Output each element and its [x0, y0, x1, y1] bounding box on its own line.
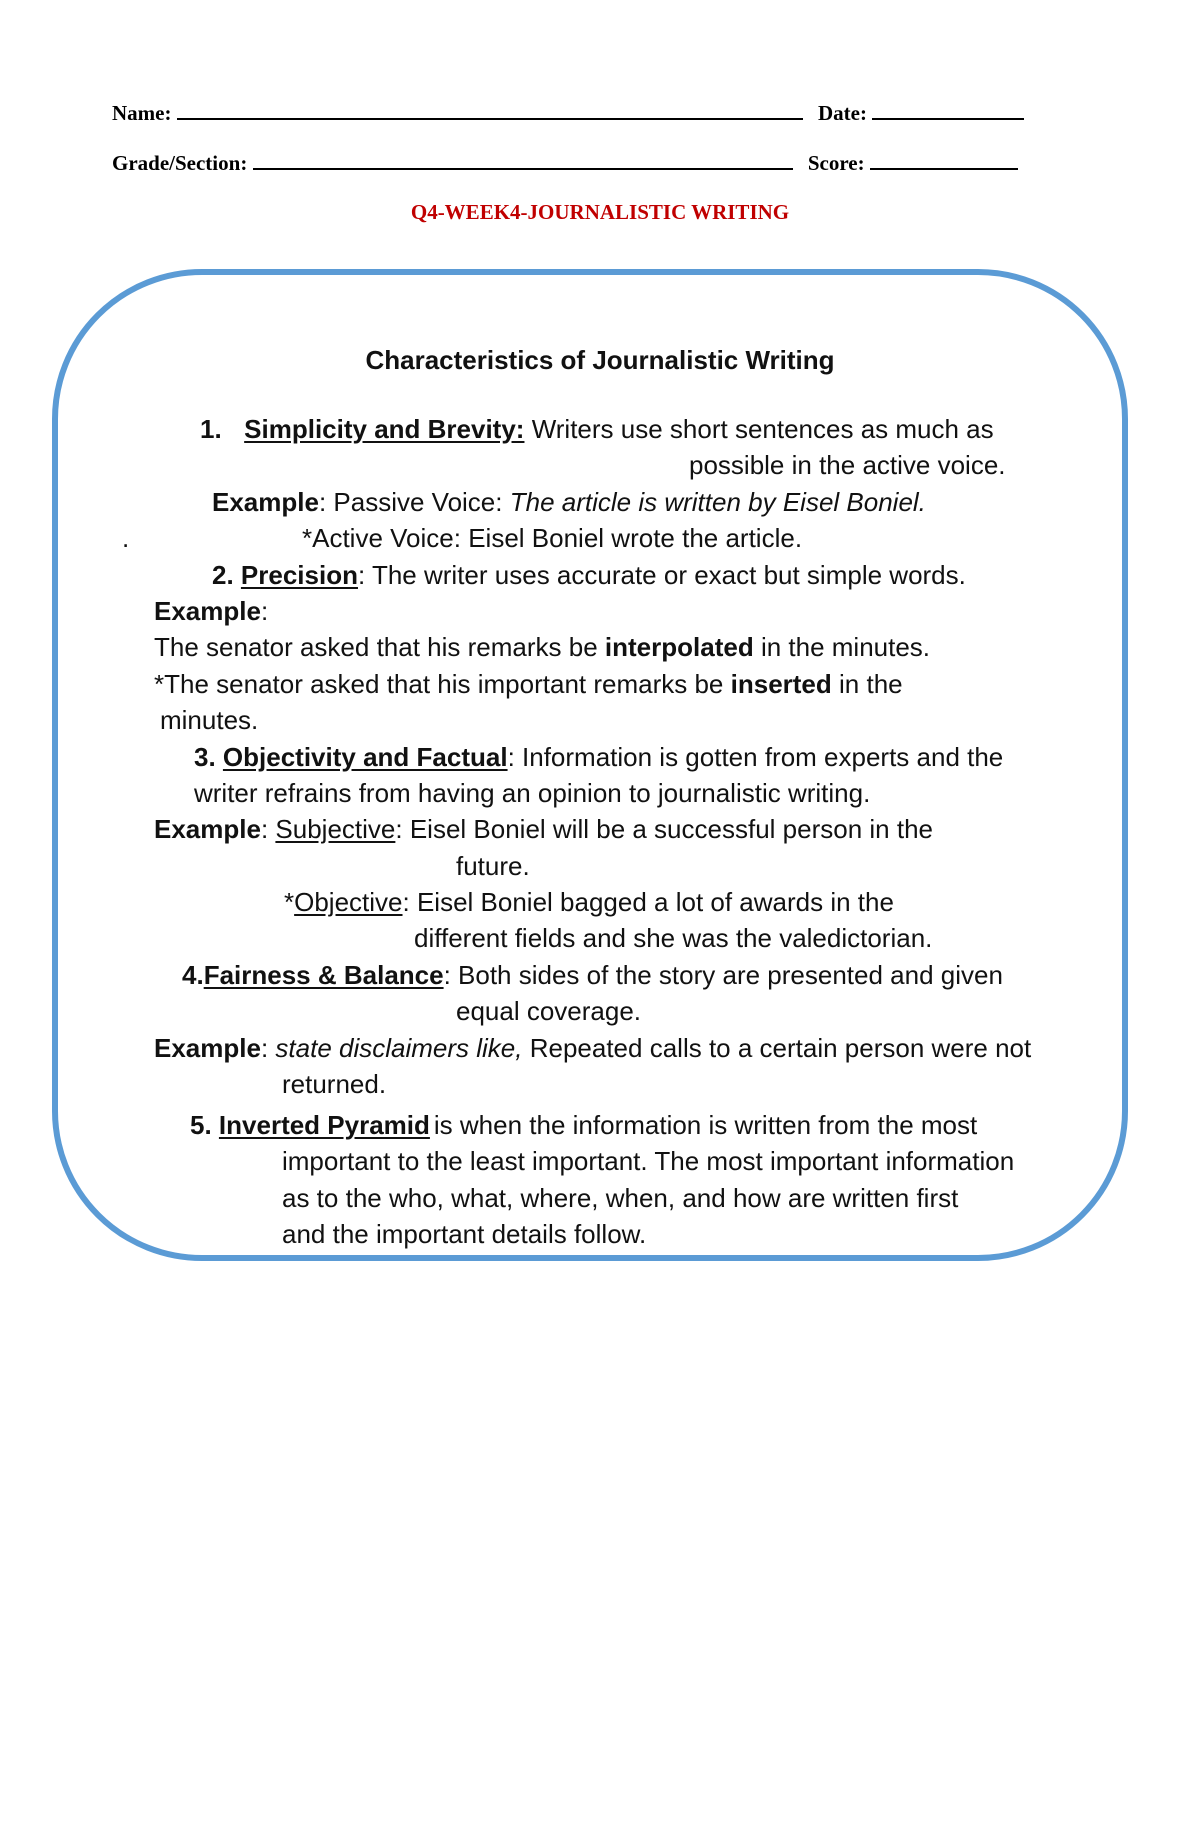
subjective-example: Eisel Boniel will be a successful person in the [409, 814, 933, 844]
item-3-desc: Information is gotten from experts and the [522, 742, 1004, 772]
item-1-active-line [302, 525, 802, 551]
item-4-term: Fairness & Balance [203, 960, 444, 990]
item-4-line: 4.Fairness & Balance: Both sides of the story are presented and given [182, 960, 1003, 990]
item-2-sentence-1-text: The senator asked that his remarks be [154, 632, 598, 662]
active-voice-label: *Active Voice: [302, 523, 461, 553]
item-3-desc-cont: writer refrains from having an opinion to journalistic writing. [194, 778, 871, 808]
item-2-example-heading: Example: [154, 596, 269, 626]
item-2-sentence-2-text: *The senator asked that his important remarks be [154, 669, 724, 699]
item-1-example-line: Example: Passive Voice: The article is written by Eisel Boniel. [212, 487, 926, 517]
item-3-line: 3. Objectivity and Factual: Information is gotten from experts and the [194, 742, 1004, 772]
item-5-desc-4: and the important details follow. [282, 1219, 647, 1249]
name-date-line [112, 100, 1024, 126]
item-2-sentence-2-bold: inserted [730, 669, 832, 699]
item-5-term: Inverted Pyramid [218, 1110, 430, 1140]
grade-section-field[interactable] [253, 150, 793, 170]
item-2-sentence-1-end: in the minutes. [760, 632, 931, 662]
item-2-desc: The writer uses accurate or exact but simple words. [371, 560, 966, 590]
item-3-number: 3. [194, 742, 216, 772]
objective-example: Eisel Boniel bagged a lot of awards in the [416, 887, 894, 917]
example-label: Example [154, 596, 261, 626]
passive-voice-example: The article is written by Eisel Boniel. [509, 487, 926, 517]
item-3-subjective-line: Example: Subjective: Eisel Boniel will be a successful person in the [154, 814, 933, 844]
objective-label: Objective [294, 887, 403, 917]
item-3-term: Objectivity and Factual [222, 742, 508, 772]
item-2-sentence-2-cont: minutes. [160, 705, 259, 735]
score-field[interactable] [870, 150, 1018, 170]
item-4-example-italic: state disclaimers like, [275, 1033, 523, 1063]
subjective-example-cont: future. [456, 851, 530, 881]
item-1-line-1 [200, 416, 994, 442]
bullet-dot: . [122, 523, 130, 553]
item-1-desc-cont: possible in the active voice. [689, 450, 1006, 480]
item-4-example: Repeated calls to a certain person were not [529, 1033, 1032, 1063]
item-1-number: 1. [200, 414, 222, 444]
item-2-sentence-1-bold: interpolated [604, 632, 754, 662]
objective-star: * [284, 887, 295, 917]
item-3-objective-line: *Objective: Eisel Boniel bagged a lot of awards in the [284, 887, 894, 917]
date-field[interactable] [872, 100, 1024, 120]
item-2-term: Precision [240, 560, 358, 590]
worksheet-title: Q4-WEEK4-JOURNALISTIC WRITING [410, 200, 790, 224]
name-field[interactable] [177, 100, 803, 120]
item-1-term: Simplicity and Brevity: [244, 414, 525, 444]
item-4-desc: Both sides of the story are presented and given [458, 960, 1003, 990]
item-2-sentence-1 [154, 634, 930, 660]
item-5-desc-2: important to the least important. The most important information [282, 1146, 1015, 1176]
item-2-sentence-2 [154, 671, 903, 697]
grade-section-label: Grade/Section: [112, 151, 248, 175]
name-label: Name: [112, 101, 172, 125]
item-5-desc-3: as to the who, what, where, when, and how are written first [282, 1183, 959, 1213]
item-4-number: 4. [182, 960, 204, 990]
item-4-desc-cont: equal coverage. [456, 996, 642, 1026]
item-2-number: 2. [212, 560, 234, 590]
active-voice-example: Eisel Boniel wrote the article. [468, 523, 803, 553]
item-5-desc: is when the information is written from the most [433, 1110, 978, 1140]
item-5-number: 5. [190, 1110, 212, 1140]
example-label: Example [212, 487, 319, 517]
objective-example-cont: different fields and she was the valedictorian. [414, 923, 933, 953]
item-5-line [190, 1112, 977, 1138]
item-4-example-cont: returned. [282, 1069, 387, 1099]
item-4-example-line: Example: state disclaimers like, Repeated calls to a certain person were not [154, 1033, 1032, 1063]
item-1-desc: Writers use short sentences as much as [531, 414, 994, 444]
passive-voice-label: Passive Voice: [333, 487, 503, 517]
date-label: Date: [817, 101, 867, 125]
grade-score-line [112, 150, 1018, 176]
example-label: Example [154, 814, 261, 844]
section-title: Characteristics of Journalistic Writing [365, 345, 835, 375]
item-2-line: 2. Precision: The writer uses accurate or exact but simple words. [212, 560, 966, 590]
subjective-label: Subjective [275, 814, 396, 844]
example-label: Example [154, 1033, 261, 1063]
item-2-sentence-2-end: in the [839, 669, 903, 699]
score-label: Score: [807, 151, 865, 175]
